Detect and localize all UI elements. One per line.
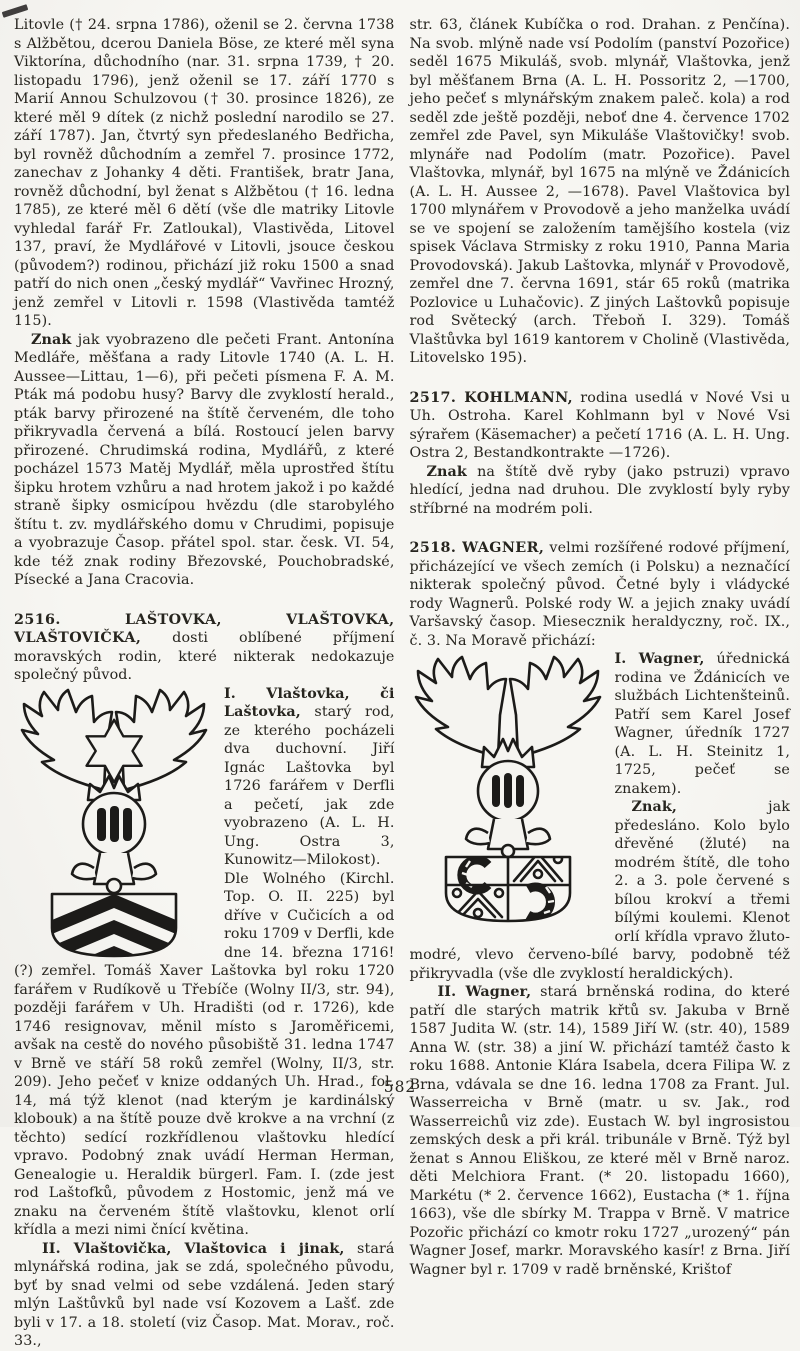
paragraph-znak-kohlmann bbox=[410, 463, 791, 519]
wagner-I-lead: I. Wagner, bbox=[614, 651, 705, 667]
entry-2516-intro: dosti oblíbené příjmení moravských rodin, které nikterak nedokazuje společný původ. bbox=[14, 630, 395, 683]
right-column bbox=[410, 16, 791, 1351]
vlastovka-I-text: starý rod, ze kterého pocházeli dva duchovní. Jiří Ignác Laštovka byl 1726 farářem v Derfli a pečetí, jak zde vyobrazeno (A. L. H. Ung. Ostra 3, Kunowitz—Milokost). Dle Wolného (Kirchl. Top. O. II. 225) byl dříve v Cučicích a od roku 1709 v Derfli, kde dne 14. března 1716! (?) zemřel. Tomáš Xaver Laštovka byl roku 1720 farářem v Rudíkově u Třebíče (Wolny II/3, str. 94), později farářem v Uh. Hradišti (od r. 1726), kde 1746 resignovav, měnil místo s Jaroměřicemi, avšak na cestě do nového působiště 31. ledna 1747 v Brně ve stáří 58 roků zemřel (Wolny, II/3, str. 209). Jeho pečeť v knize oddaných Uh. Hrad., fol. 14, má týž klenot (nad kterým je kardinálský klobouk) a na štítě pouze dvě krokve a na vrchní (z těchto) sedící rozkřídlenou vlaštovku hledící vpravo. Podobný znak uvádí Herman Herman, Genealogie u. Heraldik bürgerl. Fam. I. (zde jest rod Laštofků, původem z Hostomic, jenž má ve znaku na červeném štítě vlaštovku, klenot orlí křídla a mezi nimi čnící květina. bbox=[14, 704, 395, 1238]
wagner-II-lead: II. Wagner, bbox=[437, 984, 532, 1000]
znak-text: jak vyobrazeno dle pečeti Frant. Antonína Medláře, měšťana a rady Litovle 1740 (A. L. H. Aussee—Littau, 1—6), při pečeti písmena F. A. M. Pták má podobu husy? Barvy dle zvyklostí herald., pták barvy přirozené na štítě červeném, dle toho přikryvadla červená a bílá. Rostoucí jelen barvy přirozené. Chrudimská rodina, Mydlářů, z které pocházel 1573 Matěj Mydlář, měla uprostřed štítu šipku hrotem vzhůru a nad hrotem jakož i po každé straně šipky osmicípou hvězdu (dle starobylého štítu t. zv. mydlářského domu v Chrudimi, popisuje a vyobrazuje Časop. přátel spol. star. česk. VI. 54, kde též znak rodiny Březovské, Pouchobradské, Písecké a Jana Cracovia. bbox=[14, 331, 395, 588]
znak-wagner-lead: Znak, bbox=[631, 799, 677, 815]
paragraph-mydlar-continuation: Litovle († 24. srpna 1786), oženil se 2. června 1738 s Alžbětou, dcerou Daniela Böse, ze které měl syna Viktorína, důchodního (nar. 31. srpna 1739, † 20. listopadu 1796), jenž oženil se 17. září 1770 s Marií Annou Schulzovou († 30. prosince 1826), ze které měl 9 dítek (z nichž poslední narodilo se 27. září 1787). Jan, čtvrtý syn předeslaného Bedřicha, byl rovněž důchodním a zemřel 7. prosince 1772, zanechav z Johanky 4 děti. František, bratr Jana, rovněž důchodní, byl ženat s Alžbětou († 16. ledna 1785), ze které měl 6 dětí (vše dle matriky Litovle vyhledal farář Fr. Zatloukal), Vlastivěda, Litovel 137, praví, že Mydlářové v Litovli, jsouce českou (původem?) rodinou, přichází již roku 1500 a snad patří do nich onen „český mydlář“ Vavřinec Hrozný, jenž zemřel v Litovli r. 1598 (Vlastivěda tamtéž 115). bbox=[14, 17, 395, 329]
entry-heading-2516 bbox=[14, 611, 395, 685]
entry-2518-number-title: 2518. WAGNER, bbox=[409, 540, 545, 556]
wagner-I-text: úřednická rodina ve Ždánicích ve službách Lichtenšteinů. Patří sem Karel Josef Wagner, úředník 1727 (A. L. H. Steinitz 1, 1725, pečeť se znakem). bbox=[614, 651, 790, 797]
entry-heading-2517 bbox=[410, 389, 791, 463]
paragraph-vlastovka-II bbox=[14, 1240, 395, 1351]
znak-wagner-text: jak předesláno. Kolo bylo dřevěné (žluté) na modrém štítě, dle toho 2. a 3. pole červené s bílou krokví a třemi bílými koulemi. Klenot orlí křídla vpravo žluto-modré, vlevo červeno-bílé barvy, podobně též přikryvadla (vše dle zvyklostí heraldických). bbox=[409, 799, 790, 982]
znak-kohlmann-lead: Znak bbox=[426, 463, 467, 480]
paragraph-znak-mydlar bbox=[14, 331, 395, 590]
paragraph-wagner-II bbox=[410, 983, 791, 1279]
entry-heading-2518 bbox=[410, 539, 791, 650]
two-column-layout bbox=[14, 16, 790, 1351]
page-number: 582 bbox=[383, 1078, 417, 1096]
entry-2518-intro: velmi rozšířené rodové příjmení, přicházející ve všech zemích (i Polsku) a neznačící nikterak společný původ. Četné byly i vládycké rody Wagnerů. Polské rody W. a jejich znaky uvádí Varšavský časop. Miesecznik heraldyczny, roč. IX., č. 3. Na Moravě přichází: bbox=[409, 540, 791, 649]
wagner-coat-of-arms bbox=[408, 653, 608, 927]
vlastovka-II-text: stará mlynářská rodina, jak se zdá, společného původu, byť by snad velmi od sebe vzdálená. Jeden starý mlýn Laštůvků byl nade vsí Kozovem a Lašť. zde byli v 17. a 18. století (viz Časop. Mat. Morav., roč. 33., bbox=[14, 1240, 395, 1349]
vlastovka-arms-drawing bbox=[12, 688, 217, 960]
vlastovka-I-lead: I. Vlaštovka, či Laštovka, bbox=[224, 685, 395, 720]
left-column bbox=[14, 16, 395, 1351]
wagner-arms-drawing bbox=[408, 653, 608, 927]
entry-2517-intro: rodina usedlá v Nové Vsi u Uh. Ostroha. Karel Kohlmann byl v Nové Vsi sýrařem (Käsemacher) a pečetí 1716 (A. L. H. Ung. Ostra 2, Bestandkontrakte —1726). bbox=[409, 389, 791, 461]
paragraph-lastovka-continuation: str. 63, článek Kubíčka o rod. Drahan. z Penčína). Na svob. mlýně nade vsí Podolím (panství Pozořice) seděl 1675 Mikuláš, svob. mlynář, Vlaštovka, jenž byl měšťanem Brna (A. L. H. Possoritz 2, —1700, jeho pečeť s mlynářským znakem paleč. kola) a rod seděl zde ještě později, neboť dne 4. července 1702 zemřel zde Pavel, syn Mikuláše Vlaštovičky! svob. mlynáře nad Podolím (matr. Pozořice). Pavel Vlaštovka, mlynář, byl 1675 na mlýně ve Ždánicích (A. L. H. Aussee 2, —1678). Pavel Vlaštovica byl 1700 mlynářem v Provodově a jeho manželka uvádí se ve spojení se založením tamějšího kostela (viz spisek Václava Strmisky z roku 1910, Panna Maria Provodovská). Jakub Laštovka, mlynář v Provodově, zemřel dne 7. června 1691, stár 65 roků (matrika Pozlovice u Luhačovic). Z jiných Laštovků popisuje rod Světecký (arch. Třeboň I. 329). Tomáš Vlaštůvka byl 1619 kantorem v Cholině (Vlastivěda, Litovelsko 195). bbox=[409, 17, 790, 366]
znak-kohlmann-text: na štítě dvě ryby (jako pstruzi) vpravo hledící, jedna nad druhou. Dle zvyklostí byly ryby stříbrné na modrém poli. bbox=[409, 463, 790, 517]
wagner-II-text: stará brněnská rodina, do které patří dle starých matrik křtů sv. Jakuba v Brně 1587 Judita W. (str. 14), 1589 Jiří W. (str. 40), 1589 Anna W. (str. 38) a jiní W. přichází tamtéž často k roku 1688. Antonie Klára Isabela, dcera Filipa W. z Brna, vdávala se dne 16. ledna 1708 za Frant. Jul. Wasserreicha v Brně (matr. u sv. Jak., rod Wasserreichů viz zde). Eustach W. byl ingrosistou zemských desk a při král. tribunále v Brně. Týž byl ženat s Annou Eliškou, ze které měl v Brně naroz. děti Melchiora Frant. (* 20. listopadu 1660), Markétu (* 2. července 1662), Eustacha (* 1. října 1663), vše dle sbírky M. Trappa v Brně. V matrice Pozořic přichází co kmotr roku 1727 „urozený“ pán Wagner Josef, markr. Moravského kasír! z Brna. Jiří Wagner byl r. 1709 v radě brněnské, Krištof bbox=[409, 984, 791, 1278]
vlastovka-II-lead: II. Vlaštovička, Vlaštovica i jinak, bbox=[42, 1240, 345, 1257]
znak-lead: Znak bbox=[31, 331, 72, 348]
entry-2516-number-title: 2516. LAŠTOVKA, VLAŠTOVKA, VLAŠTOVIČKA, bbox=[14, 611, 395, 646]
entry-2517-number-title: 2517. KOHLMANN, bbox=[409, 389, 574, 406]
vlastovka-coat-of-arms bbox=[12, 688, 217, 960]
